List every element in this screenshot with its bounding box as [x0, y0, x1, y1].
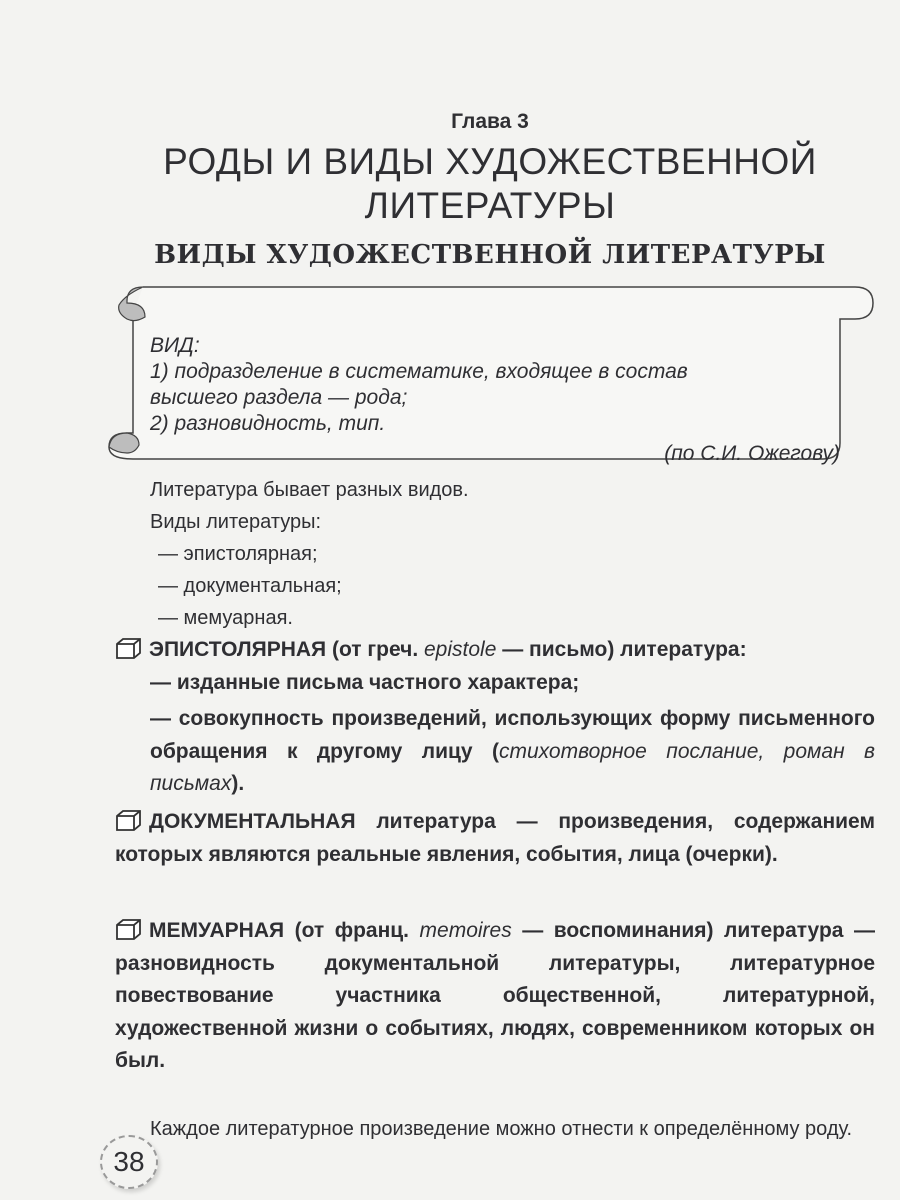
definition-line: 2) разновидность, тип. — [150, 412, 386, 435]
foreign-word: memoires — [419, 919, 512, 942]
definition-source: (по С.И. Ожегову) — [664, 442, 840, 465]
definition-documentary — [115, 806, 875, 871]
cube-icon — [115, 809, 141, 831]
text: — воспоминания) литература — разновидность документальной литературы, литературное повествование участника общественной, литературной, художественной жизни о событиях, людях, современником которых он был. — [115, 919, 875, 1072]
closing-text: Каждое литературное произведение можно отнести к определённому роду. — [150, 1118, 853, 1140]
page-title — [100, 140, 880, 228]
cube-icon — [115, 637, 141, 659]
title-line: РОДЫ И ВИДЫ ХУДОЖЕСТВЕННОЙ — [163, 141, 817, 182]
example: стихотворное послание, роман в письмах — [150, 739, 876, 795]
text: (от франц. — [284, 919, 420, 942]
intro-text: Виды литературы: — [150, 511, 322, 533]
text: литература — произведения, содержанием которых являются реальные явления, события, лица (очерки). — [115, 810, 875, 866]
list-item: — совокупность произведений, использующих форму письменного обращения к другому лицу ( — [150, 707, 875, 763]
term: МЕМУАРНАЯ — [149, 919, 285, 942]
text: — письмо) литература: — [496, 638, 747, 661]
term: ЭПИСТОЛЯРНАЯ — [149, 638, 327, 661]
definition-epistolary — [115, 634, 875, 801]
list-item: — эпистолярная; — [158, 543, 318, 565]
text: ). — [231, 772, 245, 795]
definition-scroll — [105, 283, 875, 463]
definition-memoir — [115, 915, 875, 1078]
page-number: 38 — [100, 1135, 158, 1189]
intro-block — [150, 474, 875, 634]
foreign-word: epistole — [424, 638, 497, 661]
intro-text: Литература бывает разных видов. — [150, 479, 469, 501]
cube-icon — [115, 918, 141, 940]
chapter-label: Глава 3 — [451, 110, 529, 133]
definition-term: ВИД: — [150, 334, 200, 357]
section-heading: ВИДЫ ХУДОЖЕСТВЕННОЙ ЛИТЕРАТУРЫ — [154, 240, 826, 270]
text: (от греч. — [326, 638, 424, 661]
list-item: — документальная; — [158, 575, 342, 597]
list-item: — мемуарная. — [158, 607, 293, 629]
definition-line: высшего раздела — рода; — [150, 386, 408, 409]
title-line: ЛИТЕРАТУРЫ — [364, 185, 616, 226]
term: ДОКУМЕНТАЛЬНАЯ — [149, 810, 356, 833]
definition-line: 1) подразделение в систематике, входящее в состав — [150, 360, 688, 383]
list-item: — изданные письма частного характера; — [150, 670, 580, 694]
